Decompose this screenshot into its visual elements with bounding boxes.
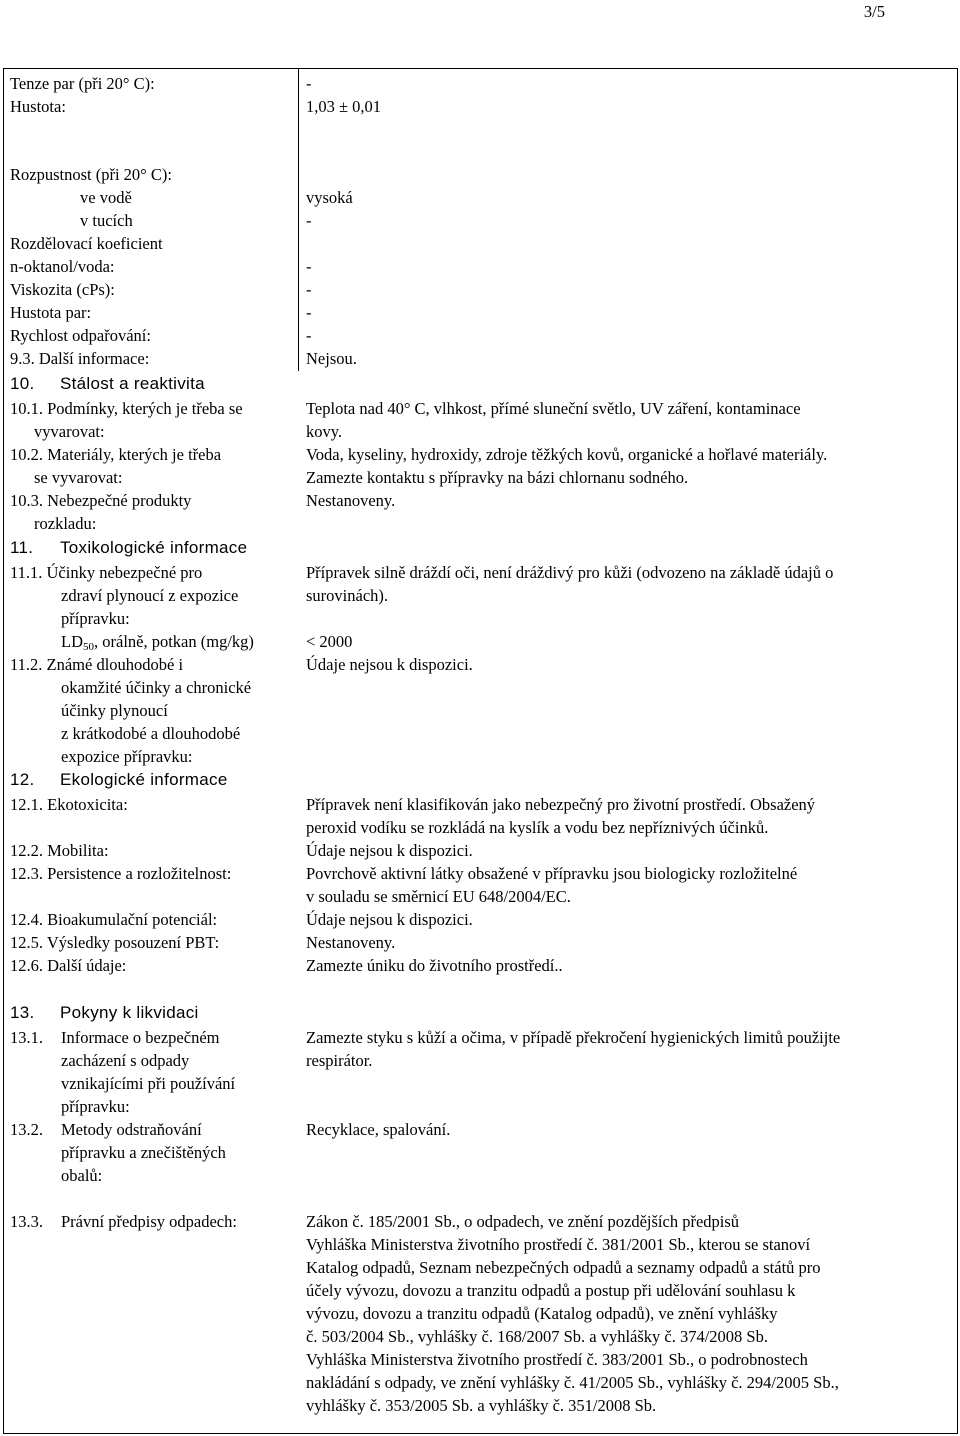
s12-persistence-value: Povrchově aktivní látky obsažené v přípravku jsou biologicky rozložitelné (306, 864, 798, 883)
viscosity-label: Viskozita (cPs): (10, 280, 115, 299)
s13-disposal-label-3: obalů: (61, 1166, 103, 1185)
density-label: Hustota: (10, 97, 66, 116)
s11-chronic-label: 11.2. Známé dlouhodobé i (10, 655, 184, 674)
ld-text: LD (61, 632, 83, 651)
s13-handling-label-3: vznikajícími při používání (61, 1074, 236, 1093)
s13-disposal-label-2: přípravku a znečištěných (61, 1143, 226, 1162)
s12-persistence-label: 12.3. Persistence a rozložitelnost: (10, 864, 232, 883)
section-10-heading (10, 372, 205, 395)
s10-materials-value-2: Zamezte kontaktu s přípravky na bázi chlornanu sodného. (306, 468, 689, 487)
s13-legal-value-1: Zákon č. 185/2001 Sb., o odpadech, ve znění pozdějších předpisů (306, 1212, 740, 1231)
section-10-number: 10. (10, 374, 35, 393)
solubility-heading: Rozpustnost (při 20° C): (10, 165, 172, 184)
s12-bioaccumulation-label: 12.4. Bioakumulační potenciál: (10, 910, 218, 929)
partition-value: - (306, 257, 312, 276)
s12-ecotox-value-2: peroxid vodíku se rozkládá na kyslík a vodu bez nepříznivých účinků. (306, 818, 769, 837)
s10-decomposition-label: 10.3. Nebezpečné produkty (10, 491, 192, 510)
partition-label-2: n-oktanol/voda: (10, 257, 115, 276)
other-info-value: Nejsou. (306, 349, 357, 368)
s11-effects-value-2: surovinách). (306, 586, 389, 605)
vapour-density-label: Hustota par: (10, 303, 92, 322)
solubility-water-label: ve vodě (80, 188, 132, 207)
ld-rest: , orálně, potkan (mg/kg) (94, 632, 254, 651)
section-11-title: Toxikologické informace (60, 538, 248, 557)
s10-conditions-label-2: vyvarovat: (34, 422, 105, 441)
s12-mobility-label: 12.2. Mobilita: (10, 841, 109, 860)
s13-disposal-number: 13.2. (10, 1120, 43, 1139)
section-11-heading (10, 536, 247, 559)
s12-other-label: 12.6. Další údaje: (10, 956, 127, 975)
s11-chronic-label-2: okamžité účinky a chronické (61, 678, 252, 697)
s10-conditions-value: Teplota nad 40° C, vlhkost, přímé sluneční světlo, UV záření, kontaminace (306, 399, 801, 418)
s11-effects-label-3: přípravku: (61, 609, 130, 628)
s13-handling-number: 13.1. (10, 1028, 43, 1047)
s12-persistence-value-2: v souladu se směrnicí EU 648/2004/EC. (306, 887, 571, 906)
section-13-title: Pokyny k likvidaci (60, 1003, 199, 1022)
section-11-number: 11. (10, 538, 34, 557)
s13-handling-label-2: zacházení s odpady (61, 1051, 190, 1070)
s13-disposal-value: Recyklace, spalování. (306, 1120, 451, 1139)
solubility-fats-value: - (306, 211, 312, 230)
vapour-pressure-label: Tenze par (při 20° C): (10, 74, 155, 93)
vapour-pressure-value: - (306, 74, 312, 93)
s11-effects-value: Přípravek silně dráždí oči, není dráždivý pro kůži (odvozeno na základě údajů o (306, 563, 834, 582)
s11-effects-label: 11.1. Účinky nebezpečné pro (10, 563, 203, 582)
s12-mobility-value: Údaje nejsou k dispozici. (306, 841, 473, 860)
s13-legal-label (10, 1210, 295, 1233)
evaporation-label: Rychlost odpařování: (10, 326, 151, 345)
s12-ecotox-value: Přípravek není klasifikován jako nebezpečný pro životní prostředí. Obsažený (306, 795, 816, 814)
s13-legal-value-9: vyhlášky č. 353/2005 Sb. a vyhlášky č. 351/2008 Sb. (306, 1396, 657, 1415)
s10-decomposition-label-2: rozkladu: (34, 514, 97, 533)
section-12-heading (10, 768, 228, 791)
s13-handling-value-2: respirátor. (306, 1051, 373, 1070)
s13-disposal-label (10, 1118, 295, 1141)
s11-effects-label-2: zdraví plynoucí z expozice (61, 586, 239, 605)
s13-legal-value-3: Katalog odpadů, Seznam nebezpečných odpadů a seznamy odpadů a států pro (306, 1258, 821, 1277)
s10-materials-value: Voda, kyseliny, hydroxidy, zdroje těžkých kovů, organické a hořlavé materiály. (306, 445, 828, 464)
section-13-number: 13. (10, 1003, 35, 1022)
s13-handling-title: Informace o bezpečném (61, 1028, 220, 1047)
s12-other-value: Zamezte úniku do životního prostředí.. (306, 956, 563, 975)
evaporation-value: - (306, 326, 312, 345)
solubility-fats-label: v tucích (80, 211, 133, 230)
s12-pbt-label: 12.5. Výsledky posouzení PBT: (10, 933, 220, 952)
section-10-title: Stálost a reaktivita (60, 374, 205, 393)
s13-legal-value-2: Vyhláška Ministerstva životního prostředí č. 381/2001 Sb., kterou se stanoví (306, 1235, 811, 1254)
s13-handling-label (10, 1026, 295, 1049)
s12-bioaccumulation-value: Údaje nejsou k dispozici. (306, 910, 473, 929)
density-value: 1,03 ± 0,01 (306, 97, 382, 116)
s13-legal-title: Právní předpisy odpadech: (61, 1212, 237, 1231)
s11-chronic-label-3: účinky plynoucí (61, 701, 168, 720)
other-info-label: 9.3. Další informace: (10, 349, 150, 368)
s12-pbt-value: Nestanoveny. (306, 933, 396, 952)
viscosity-value: - (306, 280, 312, 299)
s13-legal-value-5: vývozu, dovozu a tranzitu odpadů (Katalog odpadů), ve znění vyhlášky (306, 1304, 778, 1323)
solubility-water-value: vysoká (306, 188, 353, 207)
section-12-number: 12. (10, 770, 35, 789)
s10-conditions-value-2: kovy. (306, 422, 343, 441)
vapour-density-value: - (306, 303, 312, 322)
ld-subscript: 50 (83, 641, 94, 653)
s13-legal-value-7: Vyhláška Ministerstva životního prostředí č. 383/2001 Sb., o podrobnostech (306, 1350, 808, 1369)
s13-disposal-title: Metody odstraňování (61, 1120, 202, 1139)
section-13-heading (10, 1001, 199, 1024)
s13-legal-value-8: nakládání s odpady, ve znění vyhlášky č. 41/2005 Sb., vyhlášky č. 294/2005 Sb., (306, 1373, 839, 1392)
section-12-title: Ekologické informace (60, 770, 228, 789)
s13-handling-label-4: přípravku: (61, 1097, 130, 1116)
partition-label-1: Rozdělovací koeficient (10, 234, 163, 253)
s11-chronic-label-5: expozice přípravku: (61, 747, 193, 766)
s10-conditions-label: 10.1. Podmínky, kterých je třeba se (10, 399, 243, 418)
s10-decomposition-value: Nestanoveny. (306, 491, 396, 510)
s12-ecotox-label: 12.1. Ekotoxicita: (10, 795, 128, 814)
s13-legal-number: 13.3. (10, 1212, 43, 1231)
s13-handling-value: Zamezte styku s kůží a očima, v případě překročení hygienických limitů použijte (306, 1028, 841, 1047)
s11-chronic-value: Údaje nejsou k dispozici. (306, 655, 473, 674)
s10-materials-label: 10.2. Materiály, kterých je třeba (10, 445, 222, 464)
page-number: 3/5 (863, 2, 885, 21)
s11-ld50-value: < 2000 (306, 632, 353, 651)
s11-chronic-label-4: z krátkodobé a dlouhodobé (61, 724, 241, 743)
s13-legal-value-6: č. 503/2004 Sb., vyhlášky č. 168/2007 Sb. a vyhlášky č. 374/2008 Sb. (306, 1327, 768, 1346)
s10-materials-label-2: se vyvarovat: (34, 468, 123, 487)
s13-legal-value-4: účely vývozu, dovozu a tranzitu odpadů a postup při udělování souhlasu k (306, 1281, 796, 1300)
